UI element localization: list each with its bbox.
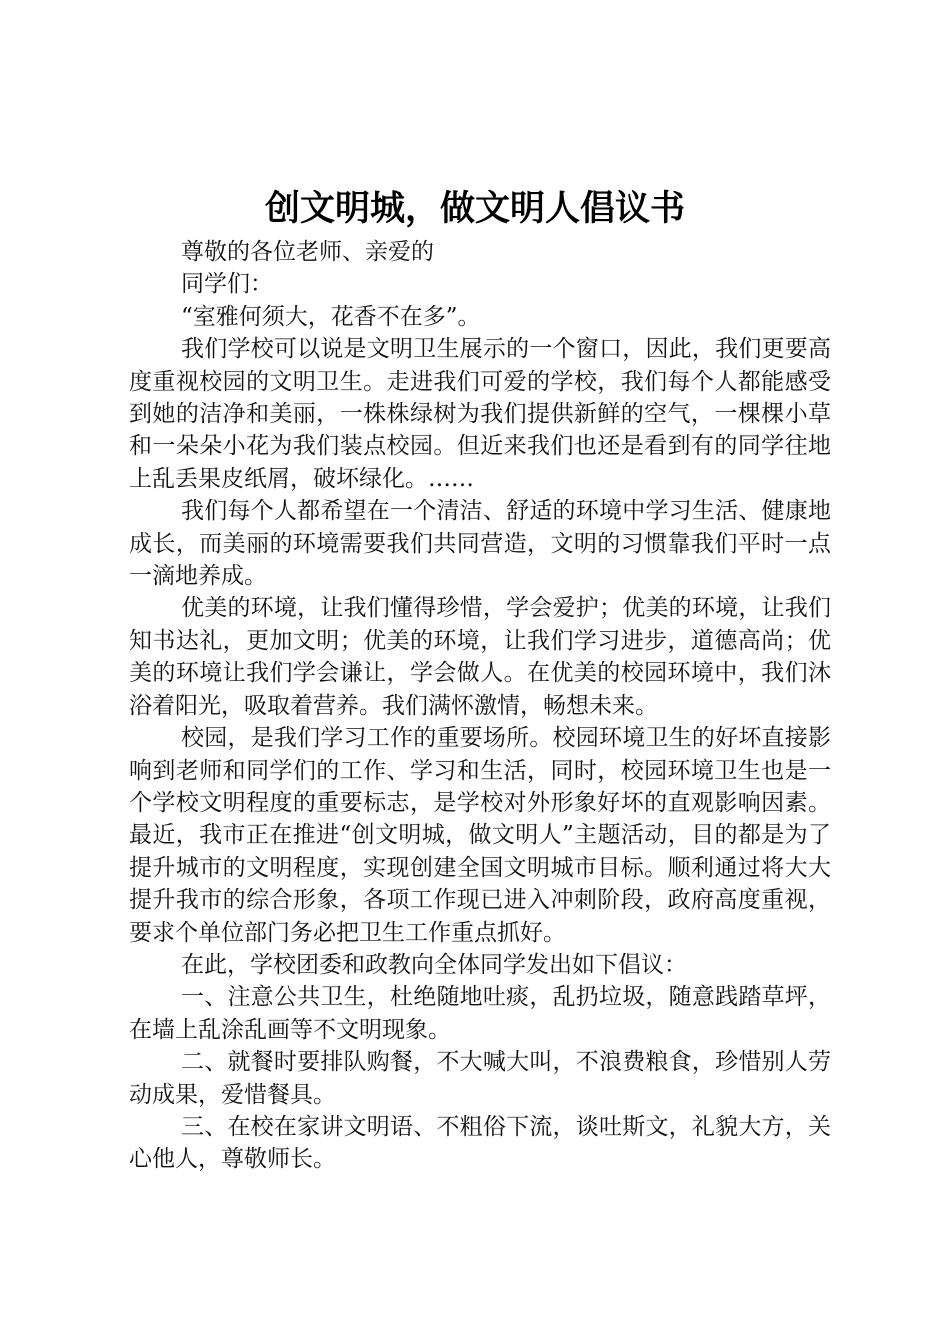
paragraph: 我们学校可以说是文明卫生展示的一个窗口，因此，我们更要高度重视校园的文明卫生。走进我们可爱的学校，我们每个人都能感受到她的洁净和美丽，一株株绿树为我们提供新鲜的空气，一棵棵小草和一朵朵小花为我们装点校园。但近来我们也还是看到有的同学往地上乱丢果皮纸屑，破坏绿化。……	[129, 336, 831, 492]
proposal-item: 二、就餐时要排队购餐，不大喊大叫，不浪费粮食，珍惜别人劳动成果，爱惜餐具。	[129, 1049, 831, 1108]
paragraph-quote: “室雅何须大，花香不在多”。	[181, 303, 481, 330]
greeting-line: 同学们：	[181, 271, 273, 298]
paragraph: 在此，学校团委和政教向全体同学发出如下倡议：	[181, 951, 687, 978]
paragraph: 校园，是我们学习工作的重要场所。校园环境卫生的好坏直接影响到老师和同学们的工作、学习和生活，同时，校园环境卫生也是一个学校文明程度的重要标志，是学校对外形象好坏的直观影响因素。最近，我市正在推进“创文明城，做文明人”主题活动，目的都是为了提升城市的文明程度，实现创建全国文明城市目标。顺利通过将大大提升我市的综合形象，各项工作现已进入冲刺阶段，政府高度重视，要求个单位部门务必把卫生工作重点抓好。	[129, 725, 831, 946]
proposal-item: 三、在校在家讲文明语、不粗俗下流，谈吐斯文，礼貌大方，关心他人，尊敬师长。	[129, 1113, 831, 1173]
document-title: 创文明城，做文明人倡议书	[264, 188, 685, 229]
greeting-line: 尊敬的各位老师、亲爱的	[181, 239, 434, 265]
paragraph: 我们每个人都希望在一个清洁、舒适的环境中学习生活、健康地成长，而美丽的环境需要我们共同营造，文明的习惯靠我们平时一点一滴地养成。	[129, 498, 831, 590]
paragraph: 优美的环境，让我们懂得珍惜，学会爱护；优美的环境，让我们知书达礼，更加文明；优美的环境，让我们学习进步，道德高尚；优美的环境让我们学会谦让，学会做人。在优美的校园环境中，我们沐浴着阳光，吸取着营养。我们满怀激情，畅想未来。	[129, 595, 831, 719]
proposal-item: 一、注意公共卫生，杜绝随地吐痰，乱扔垃圾，随意践踏草坪，在墙上乱涂乱画等不文明现象。	[129, 984, 831, 1043]
document-body	[129, 236, 831, 1176]
